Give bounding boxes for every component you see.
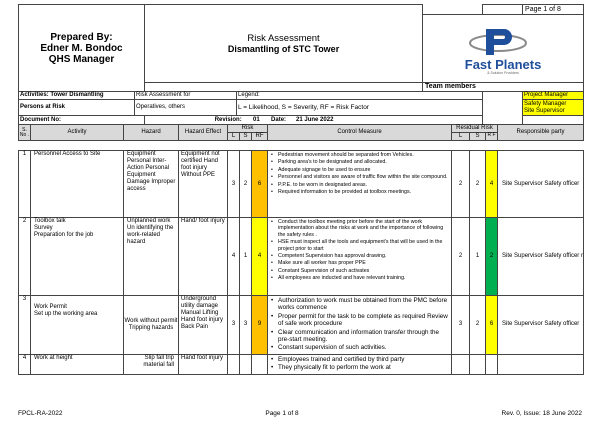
- row-risk-factor: 9: [252, 296, 268, 355]
- list-item: • All employees are inducted and have relevant training.: [270, 275, 449, 281]
- col-activity: Activity: [31, 125, 124, 141]
- row-control-measures: [268, 151, 452, 218]
- document-page: [18, 4, 583, 408]
- col-residual-l: L: [452, 133, 470, 141]
- list-item: • Personnel and visitors are aware of traffic flow within the site compound.: [270, 174, 449, 180]
- row-responsible: Site Supervisor Safety officer: [498, 296, 584, 355]
- page-footer: [18, 410, 582, 417]
- list-item: • Required information to be provided at toolbox meetings.: [270, 189, 449, 195]
- table-row: [19, 354, 584, 374]
- row-number: 1: [19, 151, 31, 218]
- document-subtitle: Dismantling of STC Tower: [227, 43, 340, 54]
- row-residual-severity: 1: [470, 218, 486, 296]
- legend-text: L = Likelihood, S = Severity, RF = Risk Factor: [237, 100, 483, 116]
- revision-value: 01: [253, 116, 260, 123]
- list-item: • Constant Supervision of such activates: [270, 268, 449, 274]
- row-number: 3: [19, 296, 31, 355]
- row-activity: Work at height: [31, 354, 124, 374]
- row-residual-risk-factor: 2: [486, 218, 498, 296]
- preparer-name: Edner M. Bondoc: [40, 43, 123, 55]
- control-list: [270, 219, 449, 282]
- revision-label: Revision:: [214, 116, 242, 123]
- control-list: [270, 152, 449, 195]
- logo-cell: [423, 15, 584, 83]
- row-number: 2: [19, 218, 31, 296]
- row-hazard: Slip fall trip material fall: [124, 354, 179, 374]
- control-list: [270, 297, 449, 352]
- col-risk: Risk: [228, 125, 268, 133]
- row-severity: 1: [240, 218, 252, 296]
- row-residual-risk-factor: 4: [486, 151, 498, 218]
- list-item: • Clear communication and information transfer through the pre-start meeting.: [270, 329, 449, 344]
- col-hazard: Hazard: [124, 125, 179, 141]
- date-label: Date:: [271, 116, 287, 123]
- row-hazard: Work without permit Tripping hazards: [124, 296, 179, 355]
- document-number: Document No:: [19, 116, 145, 125]
- row-responsible: Site Supervisor Safety officer r: [498, 218, 584, 296]
- row-activity: Work Permit Set up the working area: [31, 296, 124, 355]
- table-row: [19, 151, 584, 218]
- title-cell: [145, 5, 423, 83]
- row-residual-severity: 2: [470, 151, 486, 218]
- row-number: 4: [19, 354, 31, 374]
- list-item: • Proper permit for the task to be complete as required Review of safe work procedure: [270, 313, 449, 328]
- activities-cell: Activities: Tower Dismantling: [19, 92, 135, 100]
- header-table: [18, 4, 584, 125]
- row-responsible: Site Supervisor Safety officer: [498, 151, 584, 218]
- table-row: [19, 218, 584, 296]
- row-residual-likelihood: 3: [452, 296, 470, 355]
- team-member-list: [523, 100, 584, 116]
- legend-label: Legend:: [237, 92, 483, 100]
- list-item: • Competent Supervision has approval drawing.: [270, 253, 449, 259]
- row-residual-likelihood: [452, 354, 470, 374]
- row-residual-likelihood: 2: [452, 218, 470, 296]
- row-risk-factor: 6: [252, 151, 268, 218]
- row-likelihood: 3: [228, 151, 240, 218]
- list-item: • Parking area's to be designated and allocated.: [270, 159, 449, 165]
- page-number-top: Page 1 of 8: [523, 5, 584, 15]
- control-list: [270, 356, 449, 372]
- footer-revision: Rev. 0, Issue: 18 June 2022: [501, 410, 582, 417]
- prepared-by-cell: [19, 5, 145, 83]
- list-item: • Make sure all worker has proper PPE: [270, 260, 449, 266]
- prepared-by-label: Prepared By:: [50, 32, 113, 44]
- row-residual-likelihood: 2: [452, 151, 470, 218]
- col-l: L: [228, 133, 240, 141]
- row-residual-severity: [470, 354, 486, 374]
- footer-doc-code: FPCL-RA-2022: [18, 410, 63, 417]
- row-residual-severity: 2: [470, 296, 486, 355]
- list-item: • They physically fit to perform the work at: [270, 364, 449, 371]
- row-hazard-effect: Hand foot injury: [179, 354, 228, 374]
- logo-subtext: & Solution Providers: [487, 70, 519, 75]
- list-item: • Authorization to work must be obtained from the PMC before works commence: [270, 297, 449, 312]
- persons-at-risk-value: Operatives, others: [135, 100, 237, 116]
- list-item: • Pedestrian movement should be separated from Vehicles.: [270, 152, 449, 158]
- row-control-measures: [268, 354, 452, 374]
- list-item: • P.P.E. to be worn in designated areas.: [270, 182, 449, 188]
- row-severity: [240, 354, 252, 374]
- row-responsible: [498, 354, 584, 374]
- row-likelihood: 3: [228, 296, 240, 355]
- col-residual-rf: R F: [486, 133, 498, 141]
- logo-text: Fast Planets: [464, 56, 542, 72]
- row-control-measures: [268, 296, 452, 355]
- date-value: 21 June 2022: [296, 116, 334, 123]
- col-rf: RF: [252, 133, 268, 141]
- row-activity: Toolbox talk Survey Preparation for the job: [31, 218, 124, 296]
- risk-table: [18, 124, 584, 375]
- footer-page-number: Page 1 of 8: [265, 410, 299, 417]
- persons-at-risk-label: Persons at Risk: [19, 100, 135, 116]
- team-member: Project Manager: [523, 92, 584, 100]
- row-hazard: Unplanned work Un identifying the work-related hazard: [124, 218, 179, 296]
- row-residual-risk-factor: [486, 354, 498, 374]
- row-control-measures: [268, 218, 452, 296]
- row-residual-risk-factor: 6: [486, 296, 498, 355]
- list-item: • Adequate signage to be used to ensure: [270, 167, 449, 173]
- row-severity: 3: [240, 296, 252, 355]
- row-hazard-effect: Underground utility damage Manual Lifting Hand foot injury Back Pain: [179, 296, 228, 355]
- list-item: • HSE must inspect all the tools and equipment's that will be used in the project prior to start: [270, 239, 449, 252]
- row-risk-factor: [252, 354, 268, 374]
- col-residual-risk: Residual Risk: [452, 125, 498, 133]
- planet-logo-icon: [468, 25, 528, 57]
- col-control-measure: Control Measure: [268, 125, 452, 141]
- row-likelihood: 4: [228, 218, 240, 296]
- row-hazard-effect: Hand/ foot injury: [179, 218, 228, 296]
- row-likelihood: [228, 354, 240, 374]
- col-hazard-effect: Hazard Effect: [179, 125, 228, 141]
- document-title: Risk Assessment: [247, 32, 320, 44]
- list-item: • Conduct the toolbox meeting prior before the start of the work implementation about the risks at work and the importance of following the safety rules .: [270, 219, 449, 238]
- row-risk-factor: 4: [252, 218, 268, 296]
- col-sno: S. No .: [19, 125, 31, 141]
- col-responsible: Responsible party: [498, 125, 584, 141]
- row-hazard-effect: Equipment not certified Hand foot injury Without PPE: [179, 151, 228, 218]
- row-severity: 2: [240, 151, 252, 218]
- company-logo: [423, 23, 583, 75]
- team-member: Site Supervisor: [524, 107, 565, 114]
- team-member: Safety Manager: [524, 100, 567, 107]
- list-item: • Constant supervision of such activities.: [270, 344, 449, 351]
- table-row: [19, 296, 584, 355]
- col-s: S: [240, 133, 252, 141]
- row-hazard: Equipment Personal Inter-Action Personal Equipment Damage Improper access: [124, 151, 179, 218]
- preparer-title: QHS Manager: [48, 54, 115, 66]
- list-item: • Employees trained and certified by third party: [270, 356, 449, 363]
- risk-assessment-for: Risk Assessment for: [135, 92, 237, 100]
- col-residual-s: S: [470, 133, 486, 141]
- team-members-label: Team members: [423, 83, 584, 92]
- row-activity: Personnel Access to Site: [31, 151, 124, 218]
